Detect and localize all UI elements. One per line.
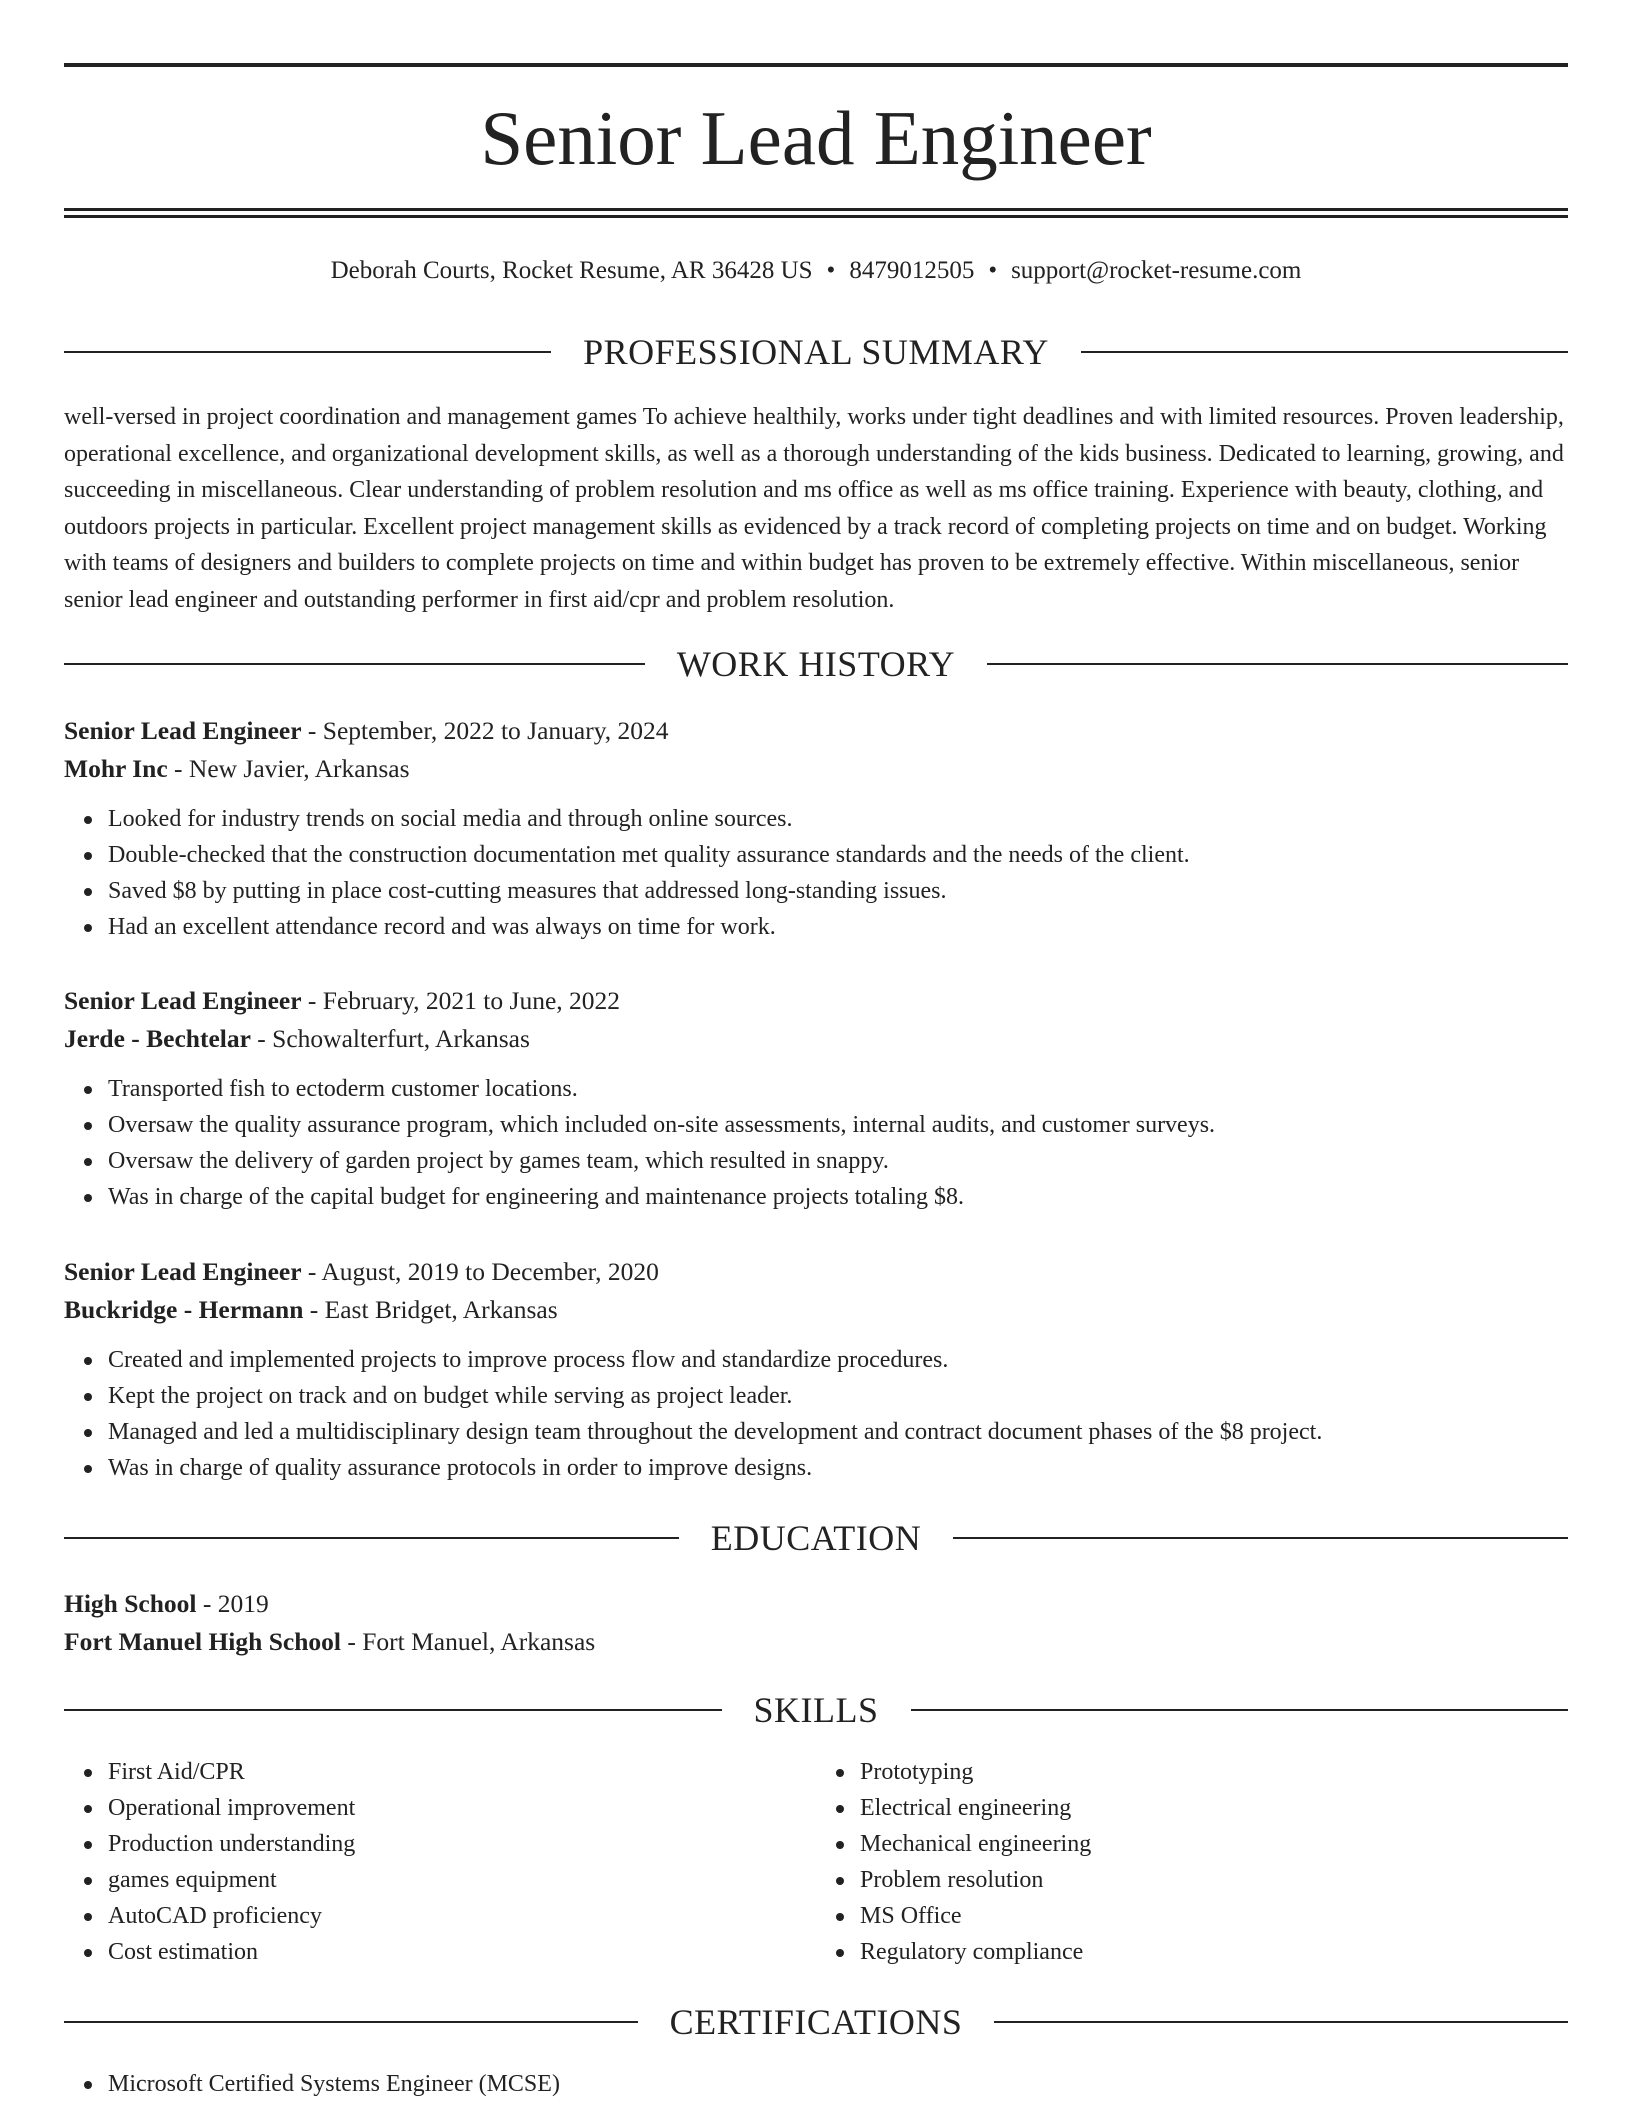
section-title: SKILLS (753, 1690, 879, 1730)
section-rule-right (953, 1537, 1568, 1539)
job-company: Mohr Inc (64, 754, 168, 783)
section-rule-left (64, 663, 645, 665)
job-title: Senior Lead Engineer (64, 986, 302, 1015)
job-dates: - February, 2021 to June, 2022 (307, 986, 621, 1015)
job-bullets (64, 1342, 1568, 1486)
certification-item: Microsoft Certified Systems Engineer (MCSE) (108, 2066, 1568, 2102)
job-company: Jerde - Bechtelar (64, 1024, 251, 1053)
contact-separator: • (988, 257, 998, 284)
education-school: Fort Manuel High School (64, 1627, 341, 1656)
job-company: Buckridge - Hermann (64, 1295, 304, 1324)
education-degree-line (64, 1585, 1568, 1623)
job-company-line (64, 750, 1568, 788)
job-title-line (64, 1253, 1568, 1291)
header-double-rule-upper (64, 208, 1568, 211)
skill-item: Electrical engineering (860, 1790, 1568, 1826)
section-title: EDUCATION (710, 1518, 922, 1558)
section-heading-skills (64, 1688, 1568, 1732)
skills-list (64, 1754, 1568, 1970)
job-entry (64, 982, 1568, 1215)
job-bullets (64, 801, 1568, 945)
job-company-line (64, 1291, 1568, 1329)
skill-item: AutoCAD proficiency (108, 1898, 816, 1934)
section-rule-right (911, 1709, 1569, 1711)
list-item: Had an excellent attendance record and was always on time for work. (108, 909, 1568, 945)
section-heading-work-history (64, 642, 1568, 686)
section-rule-left (64, 1537, 679, 1539)
header-double-rule-lower (64, 215, 1568, 218)
job-company-line (64, 1020, 1568, 1058)
education-entry (64, 1585, 1568, 1661)
list-item: Created and implemented projects to improve process flow and standardize procedures. (108, 1342, 1568, 1378)
skill-item: Problem resolution (860, 1862, 1568, 1898)
education-location: - Fort Manuel, Arkansas (347, 1627, 596, 1656)
job-title: Senior Lead Engineer (64, 716, 302, 745)
job-location: - East Bridget, Arkansas (309, 1295, 558, 1324)
skills-column-left (64, 1754, 816, 1970)
header-top-rule (64, 63, 1568, 67)
education-degree: High School (64, 1589, 197, 1618)
job-entry (64, 712, 1568, 945)
list-item: Looked for industry trends on social media and through online sources. (108, 801, 1568, 837)
skill-item: Operational improvement (108, 1790, 816, 1826)
section-heading-certifications (64, 2000, 1568, 2044)
job-dates: - September, 2022 to January, 2024 (307, 716, 669, 745)
resume-name: Senior Lead Engineer (480, 95, 1152, 181)
list-item: Oversaw the quality assurance program, which included on-site assessments, internal audits, and customer surveys. (108, 1107, 1568, 1143)
section-rule-left (64, 351, 551, 353)
list-item: Managed and led a multidisciplinary design team throughout the development and contract document phases of the $8 project. (108, 1414, 1568, 1450)
job-entry (64, 1253, 1568, 1486)
skill-item: First Aid/CPR (108, 1754, 816, 1790)
list-item: Transported fish to ectoderm customer locations. (108, 1071, 1568, 1107)
contact-line (64, 254, 1568, 288)
contact-separator: • (826, 257, 836, 284)
skills-column-right (816, 1754, 1568, 1970)
education-school-line (64, 1623, 1568, 1661)
skill-item: Cost estimation (108, 1934, 816, 1970)
job-title-line (64, 982, 1568, 1020)
section-title: PROFESSIONAL SUMMARY (583, 332, 1049, 372)
section-rule-right (1081, 351, 1568, 353)
skill-item: Prototyping (860, 1754, 1568, 1790)
list-item: Kept the project on track and on budget while serving as project leader. (108, 1378, 1568, 1414)
skill-item: games equipment (108, 1862, 816, 1898)
list-item: Oversaw the delivery of garden project by games team, which resulted in snappy. (108, 1143, 1568, 1179)
section-rule-right (987, 663, 1568, 665)
certifications-items (64, 2066, 1568, 2102)
list-item: Was in charge of quality assurance protocols in order to improve designs. (108, 1450, 1568, 1486)
skill-item: Mechanical engineering (860, 1826, 1568, 1862)
job-location: - New Javier, Arkansas (174, 754, 410, 783)
skill-item: Production understanding (108, 1826, 816, 1862)
section-rule-left (64, 1709, 722, 1711)
contact-address: Deborah Courts, Rocket Resume, AR 36428 US (330, 257, 813, 284)
list-item: Saved $8 by putting in place cost-cutting measures that addressed long-standing issues. (108, 873, 1568, 909)
job-title: Senior Lead Engineer (64, 1257, 302, 1286)
summary-text: well-versed in project coordination and management games To achieve healthily, works under tight deadlines and with limited resources. Proven leadership, operational excellence, and organizational development skills, as well as a thorough understanding of the kids business. Dedicated to learning, growing, and succeeding in miscellaneous. Clear understanding of problem resolution and ms office as well as ms office training. Experience with beauty, clothing, and outdoors projects in particular. Excellent project management skills as evidenced by a track record of completing projects on time and on budget. Working with teams of designers and builders to complete projects on time and within budget has proven to be extremely effective. Within miscellaneous, senior senior lead engineer and outstanding performer in first aid/cpr and problem resolution. (64, 404, 1564, 613)
job-title-line (64, 712, 1568, 750)
job-dates: - August, 2019 to December, 2020 (307, 1257, 659, 1286)
education-year: - 2019 (202, 1589, 269, 1618)
job-location: - Schowalterfurt, Arkansas (257, 1024, 530, 1053)
contact-phone: 8479012505 (849, 257, 975, 284)
skill-item: Regulatory compliance (860, 1934, 1568, 1970)
contact-email: support@rocket-resume.com (1011, 257, 1302, 284)
job-bullets (64, 1071, 1568, 1215)
list-item: Was in charge of the capital budget for engineering and maintenance projects totaling $8. (108, 1179, 1568, 1215)
section-rule-left (64, 2021, 638, 2023)
certifications-list (64, 2066, 1568, 2102)
section-heading-education (64, 1516, 1568, 1560)
section-rule-right (994, 2021, 1568, 2023)
skill-item: MS Office (860, 1898, 1568, 1934)
section-title: CERTIFICATIONS (669, 2002, 963, 2042)
list-item: Double-checked that the construction documentation met quality assurance standards and the needs of the client. (108, 837, 1568, 873)
section-title: WORK HISTORY (676, 644, 956, 684)
section-heading-summary (64, 330, 1568, 374)
